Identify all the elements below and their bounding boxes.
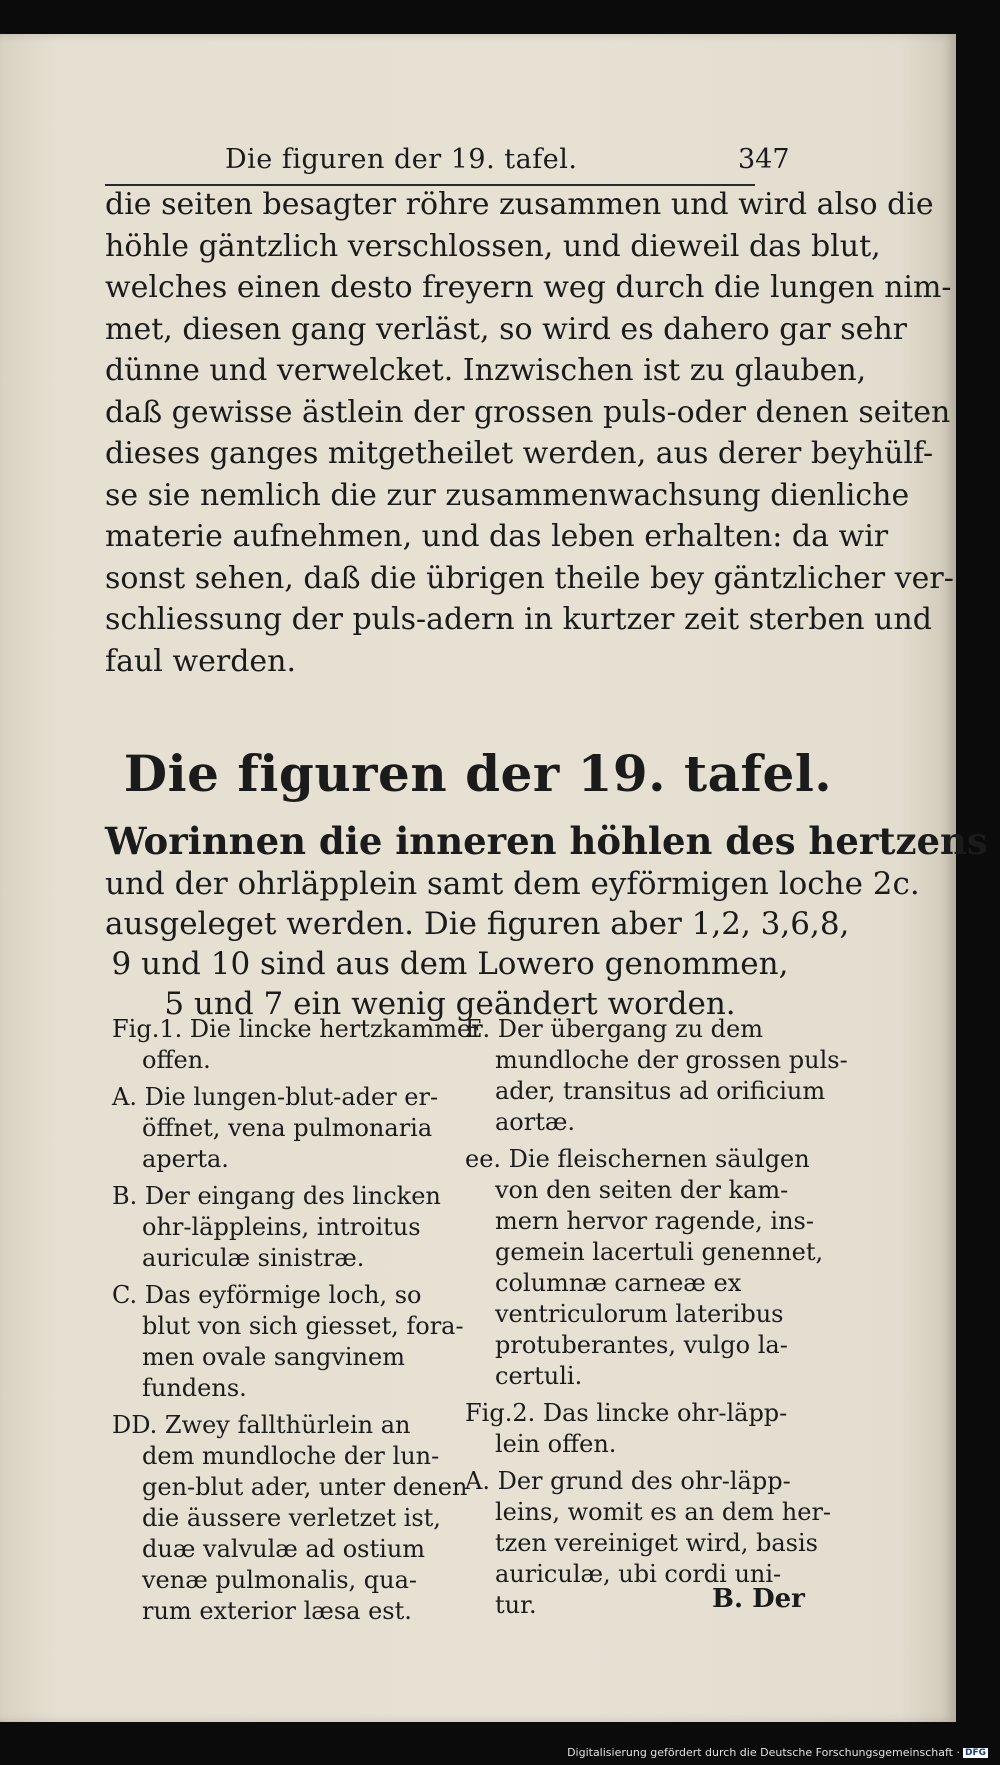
legend-line: mern hervor ragende, ins- [495,1207,814,1235]
legend-line: öffnet, vena pulmonaria [142,1114,433,1142]
legend-line: gen-blut ader, unter denen [142,1473,468,1501]
legend-line: B. Der eingang des lincken [112,1182,441,1210]
legend-line: Fig.1. Die lincke hertzkammer [112,1015,483,1043]
legend-line: DD. Zwey fallthürlein an [112,1411,411,1439]
legend-line: certuli. [495,1362,583,1390]
legend-entry [112,1181,442,1274]
legend-entry [465,1144,824,1392]
legend-line: auriculæ, ubi cordi uni- [495,1560,782,1588]
body-line: materie aufnehmen, und das leben erhalten: da wir [105,519,889,554]
body-line: höhle gäntzlich verschlossen, und dieweil das blut, [105,228,881,264]
legend-line: fundens. [142,1374,247,1402]
body-line: dünne und verwelcket. Inzwischen ist zu glauben, [105,353,867,388]
body-line: faul werden. [105,643,297,679]
legend-line: auriculæ sinistræ. [142,1244,365,1272]
legend-line: venæ pulmonalis, qua- [142,1566,418,1594]
body-line: se sie nemlich die zur zusammenwachsung dienliche [105,477,910,513]
legend-line: blut von sich giesset, fora- [142,1312,464,1340]
running-head: Die figuren der 19. tafel. [225,144,578,175]
legend-line: gemein lacertuli genennet, [495,1238,824,1266]
legend-line: tur. [495,1591,537,1619]
legend-entry [112,1410,468,1627]
legend-line: mundloche der grossen puls- [495,1046,848,1074]
legend-line: lein offen. [495,1430,617,1458]
catchword: B. Der [712,1584,805,1614]
legend-entry [112,1082,442,1175]
body-text [105,184,954,682]
legend-line: rum exterior læsa est. [142,1597,412,1625]
digitization-footer [567,1746,988,1759]
subheading-line: und der ohrläpplein samt dem eyförmigen loche 2c. [105,866,920,902]
legend-entry [465,1014,848,1138]
dfg-logo-icon: DFG [964,1748,986,1758]
page-number: 347 [738,144,790,175]
legend-line: ee. Die fleischernen säulgen [465,1145,810,1173]
legend-line: ohr-läppleins, introitus [142,1213,421,1241]
legend-line: leins, womit es an dem her- [495,1498,832,1526]
legend-line: dem mundloche der lun- [142,1442,440,1470]
legend-entry [112,1014,483,1076]
body-line: die seiten besagter röhre zusammen und wird also die [105,187,934,222]
legend-entry [112,1280,464,1404]
legend-line: C. Das eyförmige loch, so [112,1281,422,1309]
legend-line: von den seiten der kam- [495,1176,789,1204]
legend-line: aortæ. [495,1108,576,1136]
legend-line: aperta. [142,1145,229,1173]
subheading-line: 5 und 7 ein wenig geändert worden. [164,986,736,1022]
legend-line: tzen vereiniget wird, basis [495,1529,818,1557]
legend-line: duæ valvulæ ad ostium [142,1535,426,1563]
subheading-line: 9 und 10 sind aus dem Lowero genommen, [111,946,789,982]
section-heading: Die figuren der 19. tafel. [123,744,833,803]
legend-left-column [112,1014,483,1633]
legend-line: ventriculorum lateribus [495,1300,784,1328]
legend-line: men ovale sangvinem [142,1343,405,1371]
subheading-line: Worinnen die inneren höhlen des hertzens [105,819,988,863]
legend-line: columnæ carneæ ex [495,1269,742,1297]
legend-line: E. Der übergang zu dem [465,1015,763,1043]
legend-line: ader, transitus ad orificium [495,1077,826,1105]
body-line: daß gewisse ästlein der grossen puls-oder denen seiten [105,394,951,430]
body-line: met, diesen gang verläst, so wird es dahero gar sehr [105,311,908,347]
body-line: schliessung der puls-adern in kurtzer zeit sterben und [105,602,932,637]
legend-line: A. Der grund des ohr-läpp- [465,1467,791,1495]
footer-text: Digitalisierung gefördert durch die Deutsche Forschungsgemeinschaft · [567,1746,960,1759]
legend-line: protuberantes, vulgo la- [495,1331,788,1359]
book-page [0,34,988,1722]
subheading-line: ausgeleget werden. Die figuren aber 1,2, 3,6,8, [105,906,850,942]
legend-entry [465,1398,790,1460]
legend-line: die äussere verletzet ist, [142,1504,441,1532]
legend-line: Fig.2. Das lincke ohr-läpp- [465,1399,788,1427]
body-line: welches einen desto freyern weg durch die lungen nim- [105,270,952,305]
body-line: sonst sehen, daß die übrigen theile bey gäntzlicher ver- [105,560,954,596]
legend-right-column [465,1014,848,1627]
legend-line: offen. [142,1046,211,1074]
body-line: dieses ganges mitgetheilet werden, aus derer beyhülf- [105,436,934,471]
section-subheading [105,818,988,1024]
legend-line: A. Die lungen-blut-ader er- [112,1083,439,1111]
